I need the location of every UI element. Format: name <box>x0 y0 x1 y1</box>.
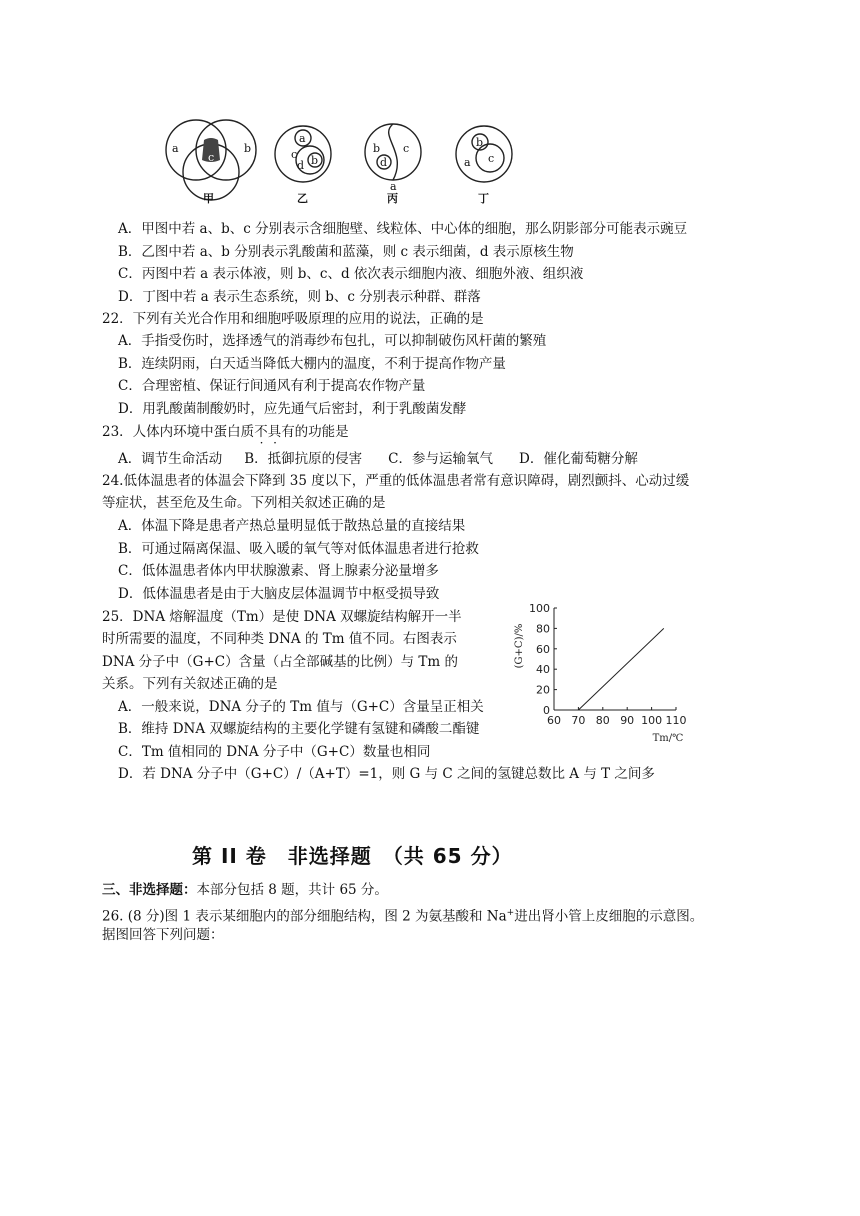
venn-jia-c: c <box>208 151 215 164</box>
q23-stem-emph-no: 不 <box>254 424 268 440</box>
q25-stem-line4: 关系。下列有关叙述正确的是 <box>102 676 278 692</box>
chart-x-tick-label: 70 <box>571 714 586 727</box>
q24-stem-line1: 24.低体温患者的体温会下降到 35 度以下，严重的低体温患者常有意识障碍，剧烈颤抖、心动过缓 <box>102 473 690 489</box>
q21-option-a: A．甲图中若 a、b、c 分别表示含细胞壁、线粒体、中心体的细胞，那么阴影部分可能表示豌豆 <box>118 221 688 237</box>
section-intro <box>102 880 388 900</box>
venn-bing-d: d <box>380 156 388 169</box>
section-intro-bold: 三、非选择题： <box>102 882 197 898</box>
venn-label-yi: 乙 <box>297 192 308 205</box>
venn-label-bing: 丙 <box>387 192 398 205</box>
venn-jia <box>166 120 256 205</box>
section-title: 第 II 卷 非选择题 （共 65 分） <box>192 844 513 868</box>
q24-option-d: D．低体温患者是由于大脑皮层体温调节中枢受损导致 <box>118 586 440 602</box>
venn-jia-b: b <box>244 142 252 155</box>
q21-option-c: C．丙图中若 a 表示体液，则 b、c、d 依次表示细胞内液、细胞外液、组织液 <box>118 266 584 282</box>
venn-label-ding: 丁 <box>478 192 489 205</box>
q26-stem-pre: 26. (8 分)图 1 表示某细胞内的部分细胞结构，图 2 为氨基酸和 Na <box>102 908 507 925</box>
venn-ding-b: b <box>476 136 484 149</box>
q24-stem-line2: 等症状，甚至危及生命。下列相关叙述正确的是 <box>102 495 386 511</box>
q22-option-b: B．连续阴雨，白天适当降低大棚内的温度，不利于提高作物产量 <box>118 356 506 372</box>
q25-option-a: A．一般来说，DNA 分子的 Tm 值与（G+C）含量呈正相关 <box>118 699 484 715</box>
q26-stem-line1 <box>102 903 703 927</box>
venn-yi-a: a <box>299 132 306 145</box>
q23-option-a: A．调节生命活动 <box>118 451 223 467</box>
venn-ding-c: c <box>488 152 495 165</box>
q23-stem <box>102 422 349 442</box>
chart-y-tick-label: 60 <box>536 642 550 656</box>
venn-bing-c: c <box>403 142 410 155</box>
q23-option-d: D．催化葡萄糖分解 <box>519 451 638 467</box>
venn-bing <box>365 124 421 205</box>
q25-option-c: C．Tm 值相同的 DNA 分子中（G+C）数量也相同 <box>118 744 431 760</box>
venn-label-jia: 甲 <box>203 192 214 205</box>
q23-stem-pre: 23．人体内环境中蛋白质 <box>102 424 255 440</box>
venn-ding <box>456 126 512 205</box>
tm-gc-chart <box>508 598 698 748</box>
q23-option-c: C．参与运输氧气 <box>388 451 494 467</box>
chart-x-tick-label: 110 <box>665 714 687 727</box>
q22-option-d: D．用乳酸菌制酸奶时，应先通气后密封，利于乳酸菌发酵 <box>118 401 467 417</box>
q24-option-b: B．可通过隔离保温、吸入暖的氧气等对低体温患者进行抢救 <box>118 541 479 557</box>
q26-stem-line2: 据图回答下列问题： <box>102 927 224 943</box>
chart-y-axis-label: (G+C)/% <box>514 623 525 669</box>
venn-jia-a: a <box>172 142 179 155</box>
q22-stem: 22．下列有关光合作用和细胞呼吸原理的应用的说法，正确的是 <box>102 311 484 327</box>
q26-stem-sup: + <box>506 908 515 918</box>
venn-bing-b: b <box>373 142 381 155</box>
venn-diagrams <box>158 118 528 208</box>
venn-yi-b: b <box>311 154 319 167</box>
chart-y-tick-label: 100 <box>529 602 550 615</box>
chart-x-tick-label: 100 <box>641 714 663 727</box>
chart-y-tick-label: 20 <box>536 683 550 697</box>
q25-option-b: B．维持 DNA 双螺旋结构的主要化学键有氢键和磷酸二酯键 <box>118 721 480 737</box>
chart-x-tick-label: 90 <box>620 714 635 727</box>
q25-option-d: D．若 DNA 分子中（G+C）/（A+T）=1，则 G 与 C 之间的氢键总数比 A 与 T 之间多 <box>118 766 655 782</box>
chart-series-line <box>578 628 663 710</box>
q23-stem-emph-ju: 具 <box>267 424 282 440</box>
q25-stem-line2: 时所需要的温度，不同种类 DNA 的 Tm 值不同。右图表示 <box>102 631 457 647</box>
section-intro-rest: 本部分包括 8 题，共计 65 分。 <box>196 882 388 898</box>
chart-y-tick-label: 40 <box>536 663 550 677</box>
q22-option-c: C．合理密植、保证行间通风有利于提高农作物产量 <box>118 378 426 394</box>
q24-option-c: C．低体温患者体内甲状腺激素、肾上腺素分泌量增多 <box>118 563 439 579</box>
chart-y-tick-label: 80 <box>536 622 550 636</box>
venn-yi-d: d <box>297 159 305 172</box>
q22-option-a: A．手指受伤时，选择透气的消毒纱布包扎，可以抑制破伤风杆菌的繁殖 <box>118 333 547 349</box>
venn-yi-c: c <box>291 148 298 161</box>
q23-stem-post: 有的功能是 <box>281 424 349 440</box>
chart-x-tick-label: 80 <box>595 714 610 727</box>
q21-option-b: B．乙图中若 a、b 分别表示乳酸菌和蓝藻，则 c 表示细菌，d 表示原核生物 <box>118 244 574 260</box>
q25-stem-line1: 25．DNA 熔解温度（Tm）是使 DNA 双螺旋结构解开一半 <box>102 609 462 625</box>
q21-option-d: D．丁图中若 a 表示生态系统，则 b、c 分别表示种群、群落 <box>118 289 481 305</box>
venn-ding-a: a <box>464 156 471 169</box>
q26-stem-post: 进出肾小管上皮细胞的示意图。 <box>514 908 704 925</box>
q23-option-b: B．抵御抗原的侵害 <box>244 451 363 467</box>
q25-stem-line3: DNA 分子中（G+C）含量（占全部碱基的比例）与 Tm 的 <box>102 654 458 670</box>
q24-option-a: A．体温下降是患者产热总量明显低于散热总量的直接结果 <box>118 518 466 534</box>
venn-bing-a: a <box>390 180 397 193</box>
chart-y-tick-label: 0 <box>543 704 550 717</box>
q23-options <box>118 449 638 469</box>
chart-x-tick-label: 60 <box>547 714 561 727</box>
chart-x-axis-label: Tm/℃ <box>652 733 684 744</box>
venn-yi <box>275 126 331 205</box>
